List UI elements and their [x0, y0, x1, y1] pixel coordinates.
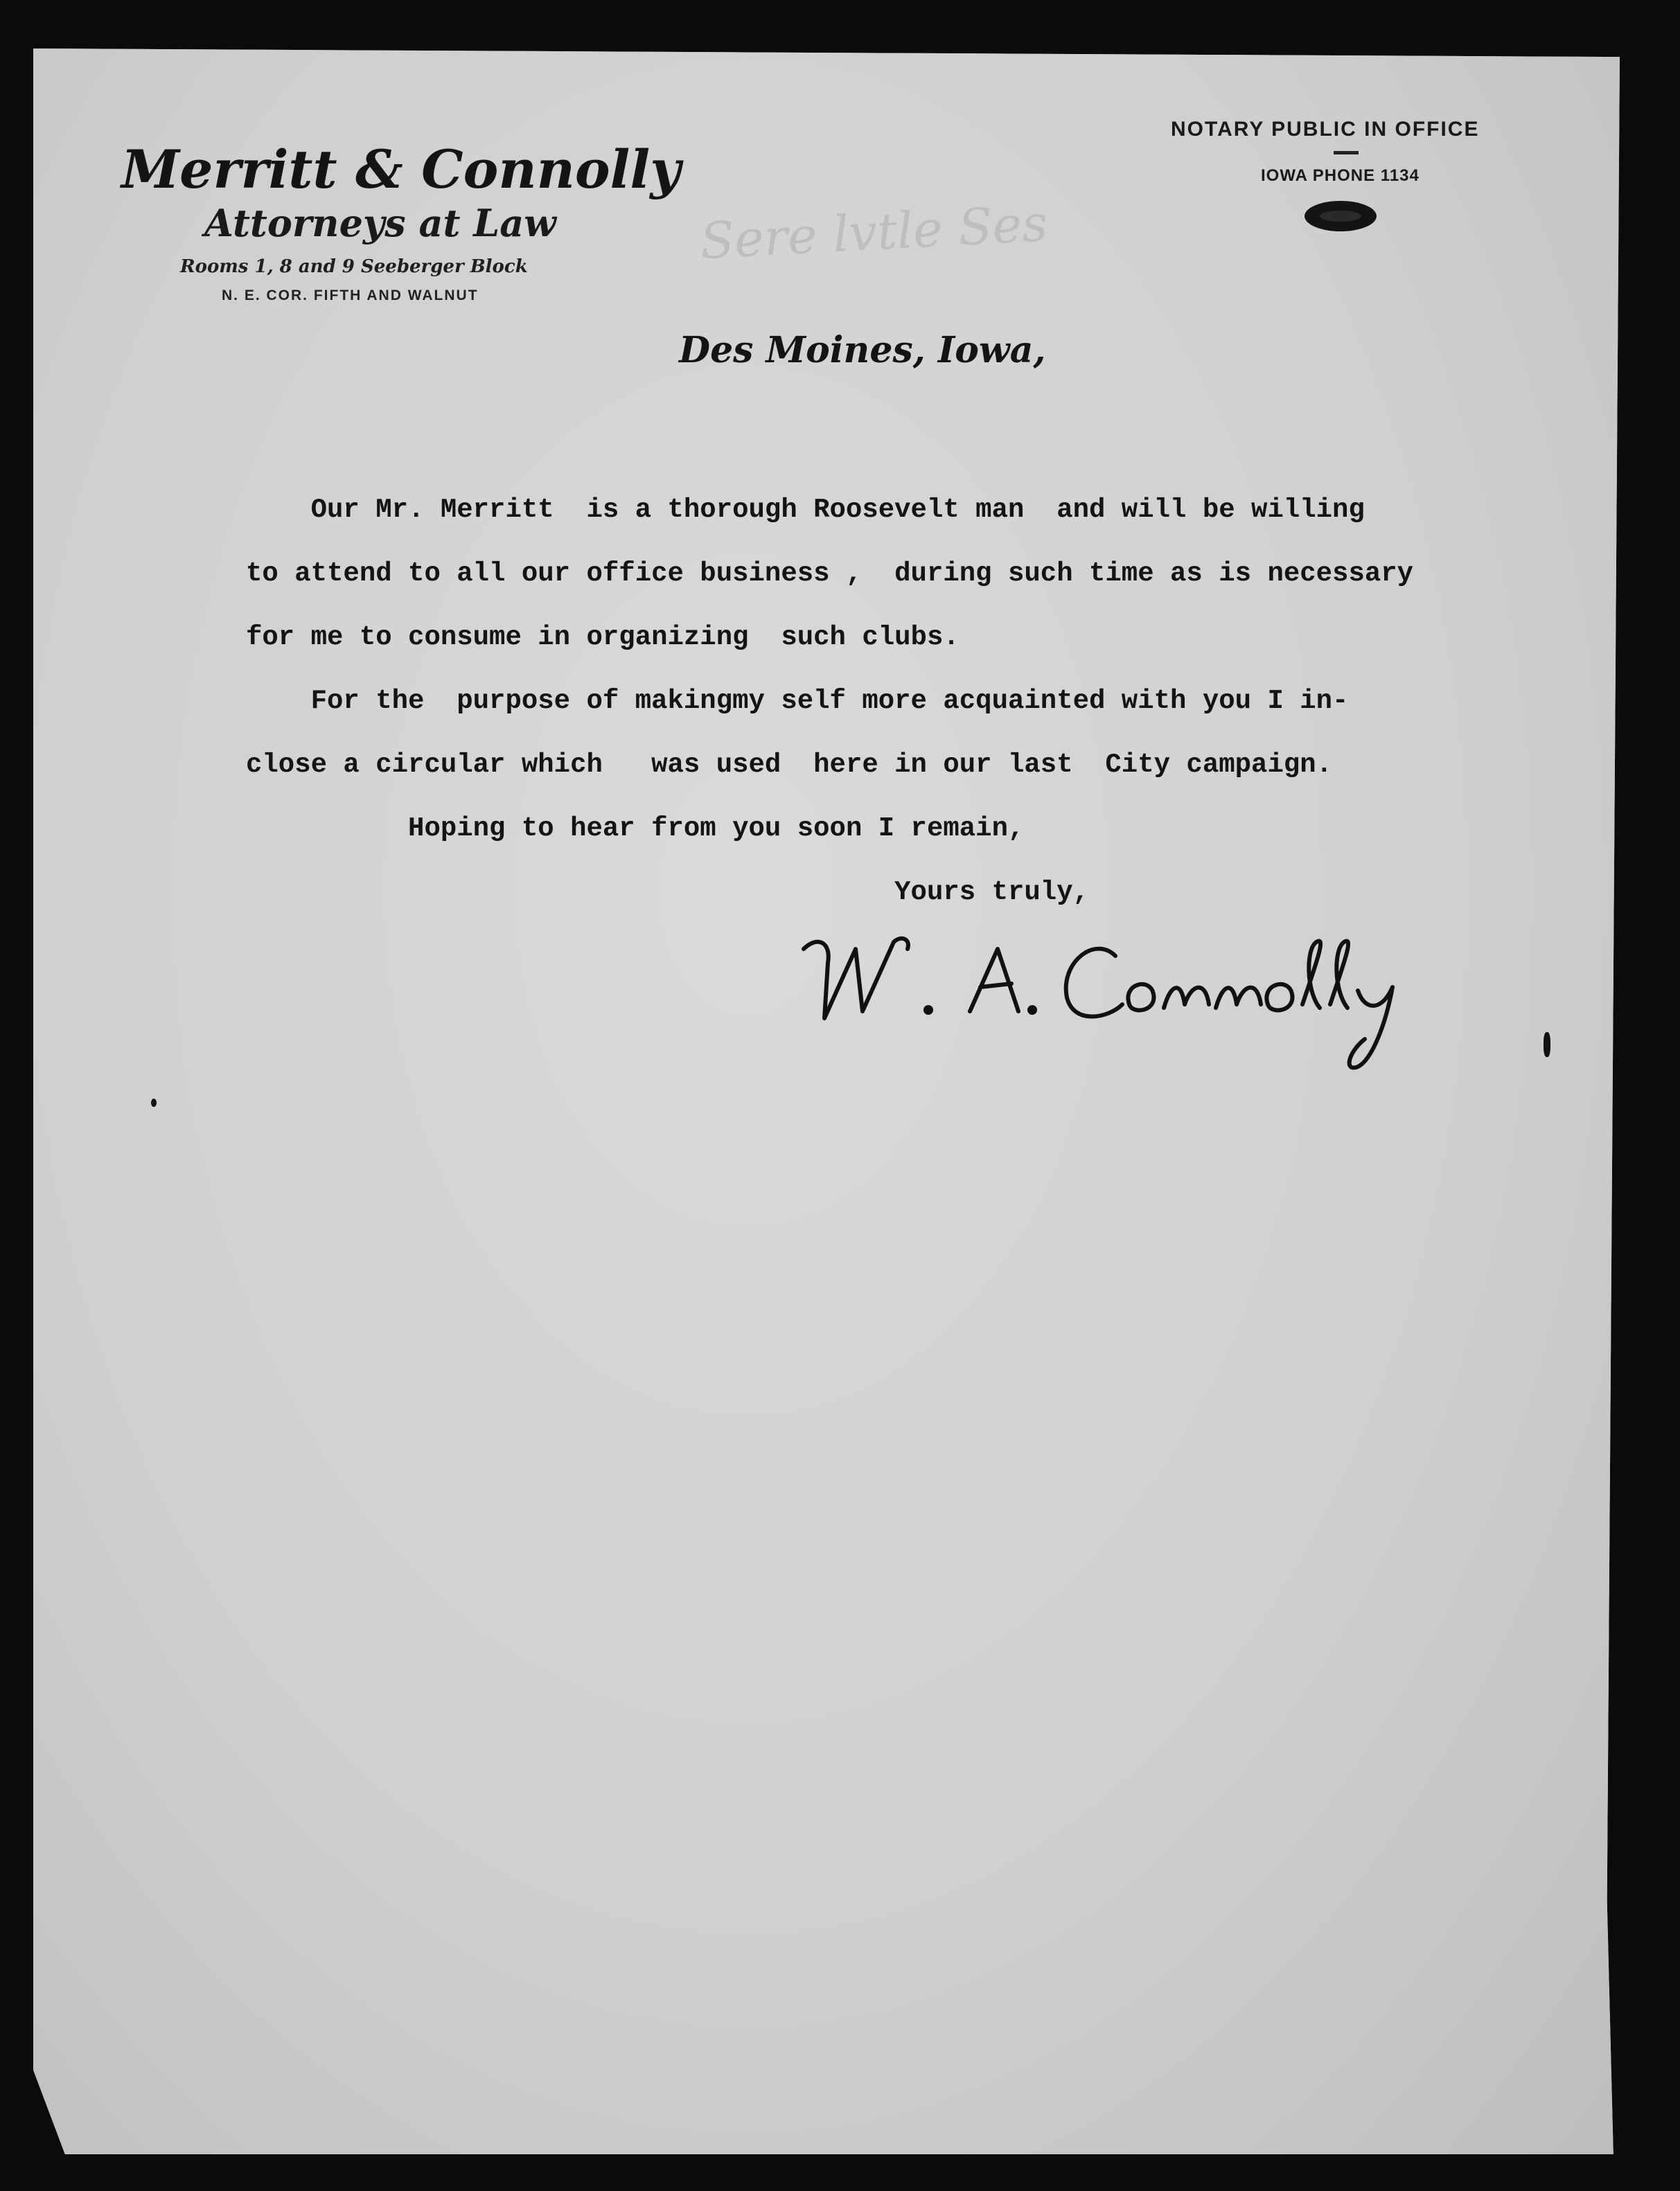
letterhead-firm-name: Merritt & Connolly: [121, 139, 681, 200]
body-line: Our Mr. Merritt is a thorough Roosevelt man and will be willing: [246, 495, 1365, 525]
body-line: For the purpose of makingmy self more acquainted with you I in-: [246, 686, 1349, 716]
ink-speck: [151, 1099, 157, 1107]
letterhead-profession: Attorneys at Law: [204, 201, 556, 245]
letterhead-rooms: Rooms 1, 8 and 9 Seeberger Block: [180, 256, 528, 277]
handwritten-signature: [790, 907, 1455, 1088]
dateline: Des Moines, Iowa,: [679, 329, 1046, 371]
closing-line: Yours truly,: [246, 877, 1089, 907]
body-line: to attend to all our office business , during such time as is necessary: [246, 558, 1414, 589]
paper-tear-mark: [1544, 1032, 1550, 1057]
faint-pencil-marks: Sere lvtle Ses: [698, 193, 1050, 271]
notary-notice: NOTARY PUBLIC IN OFFICE: [1171, 118, 1480, 141]
divider: [1334, 151, 1359, 154]
letterhead-address: N. E. COR. FIFTH AND WALNUT: [222, 287, 479, 303]
body-line: close a circular which was used here in our last City campaign.: [246, 749, 1333, 780]
letter-body: [246, 478, 1618, 924]
body-line: for me to consume in organizing such clubs.: [246, 622, 960, 653]
phone-number: IOWA PHONE 1134: [1261, 166, 1420, 185]
body-line: Hoping to hear from you soon I remain,: [246, 813, 1025, 844]
